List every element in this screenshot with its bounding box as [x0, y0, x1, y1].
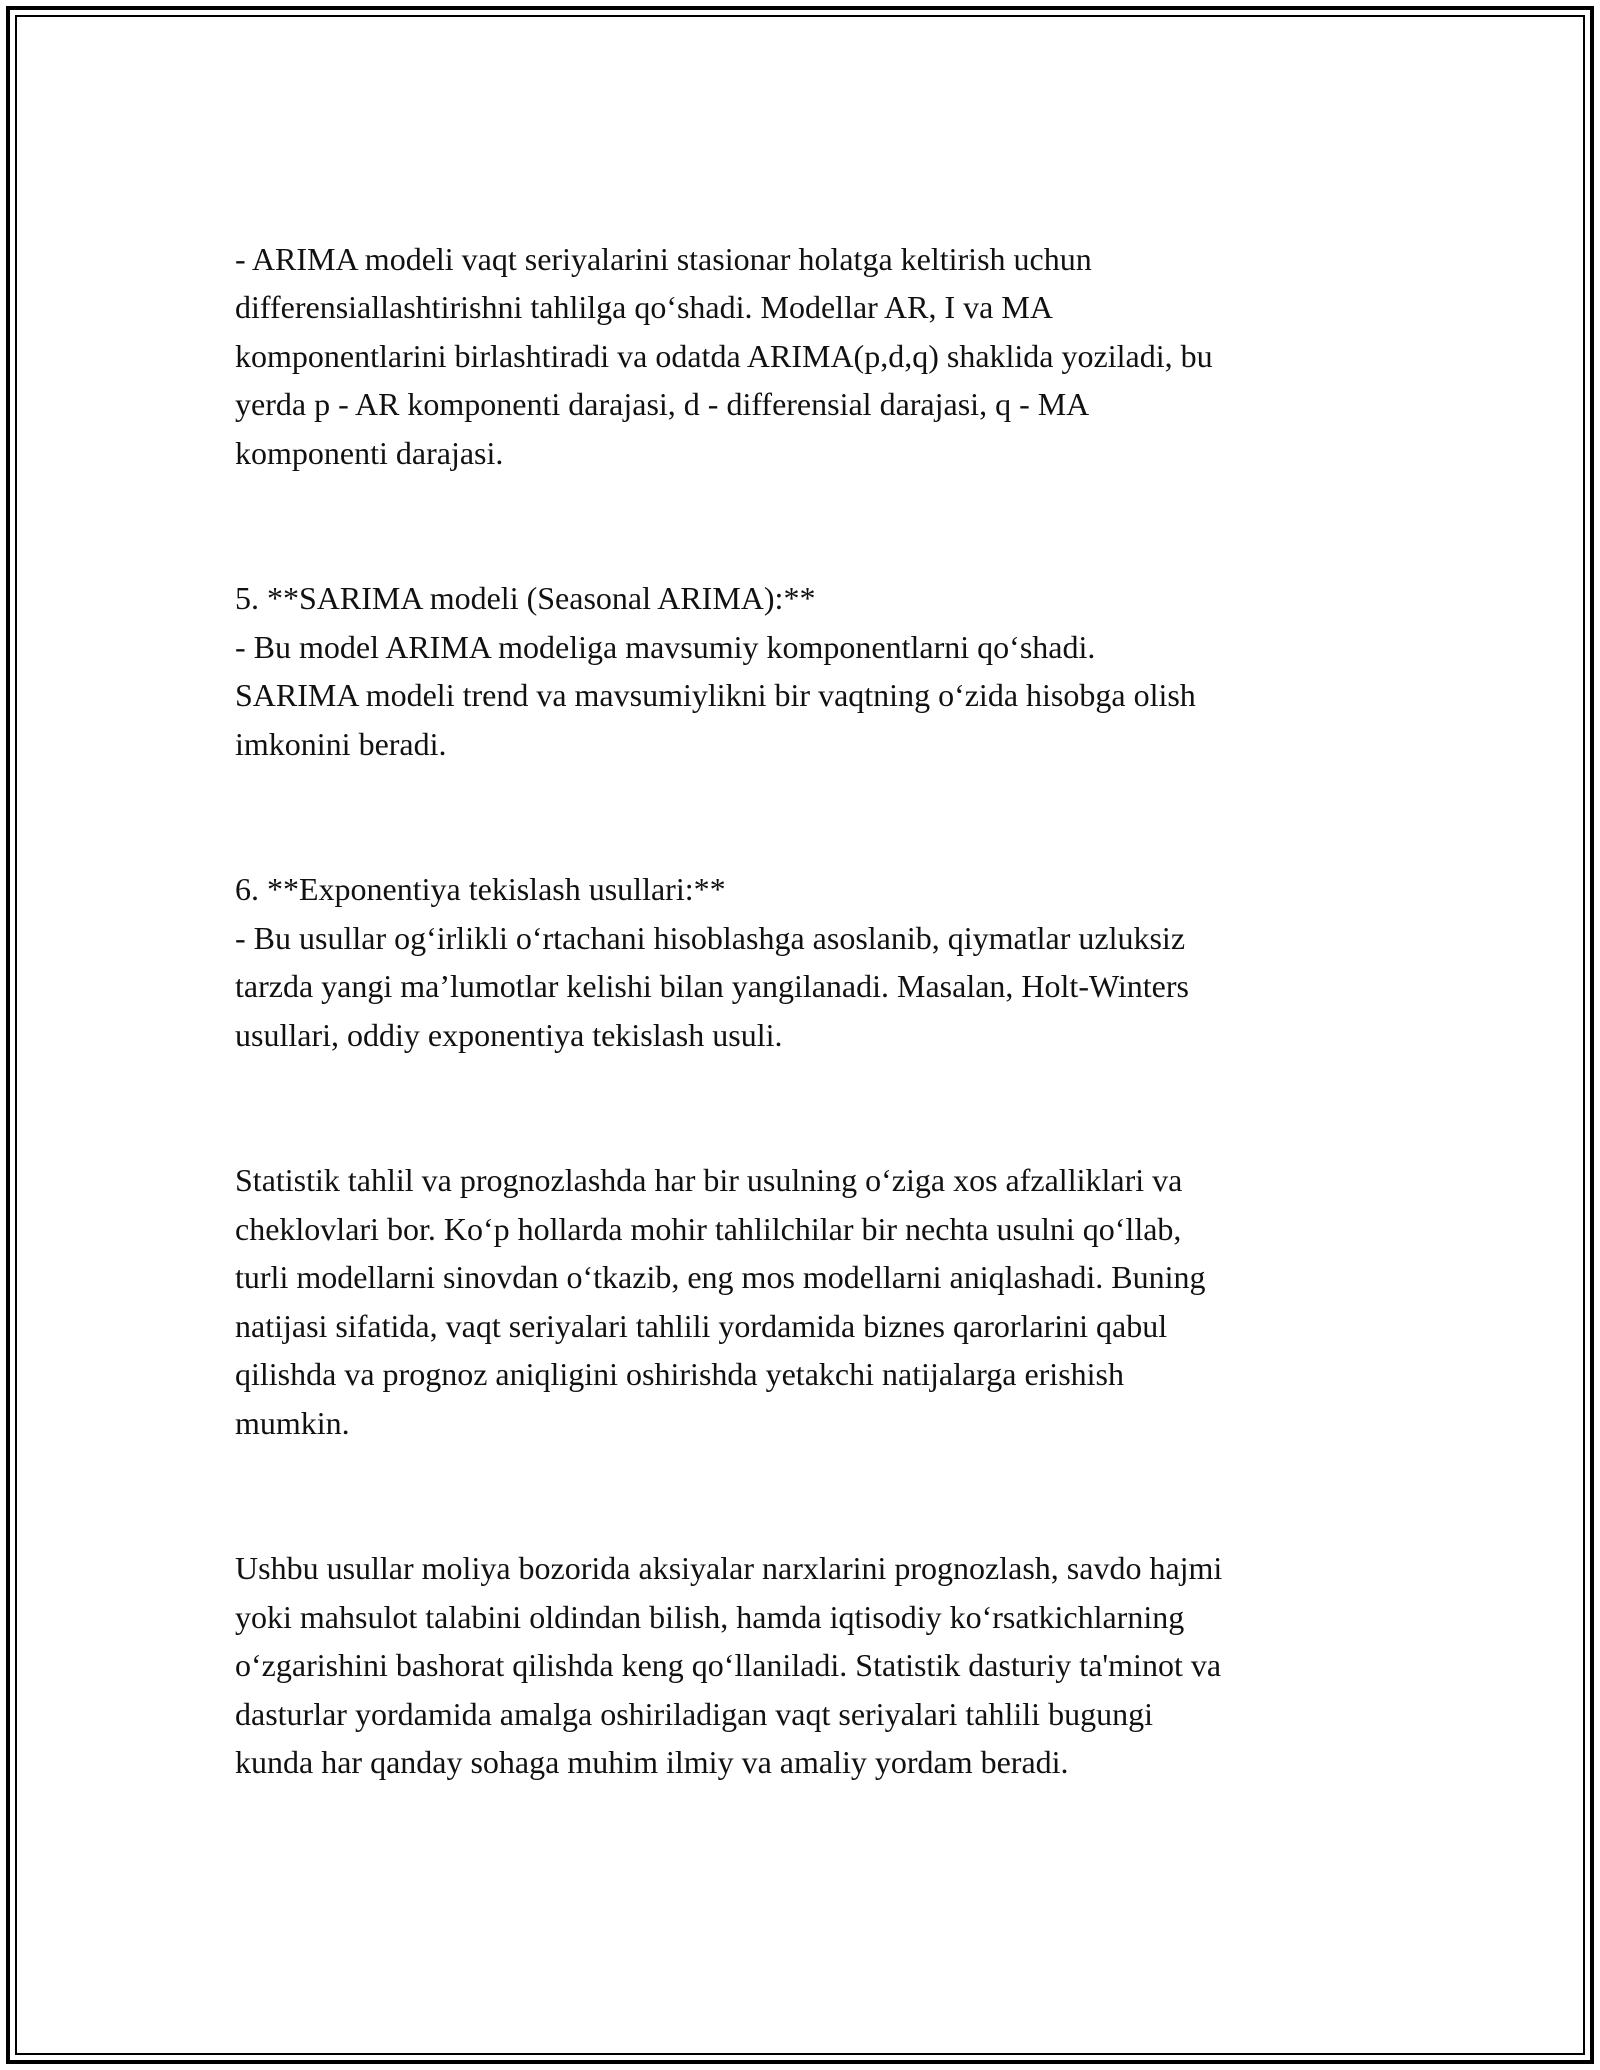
document-body: [235, 186, 1385, 1884]
paragraph-sarima: 5. **SARIMA modeli (Seasonal ARIMA):** - Bu model ARIMA modeliga mavsumiy komponentlarni qo‘shadi. SARIMA modeli trend va mavsumiylikni bir vaqtning o‘zida hisobga olish imkonini beradi.: [235, 580, 1196, 762]
paragraph-arima: - ARIMA modeli vaqt seriyalarini stasionar holatga keltirish uchun differensiallashtirishni tahlilga qo‘shadi. Modellar AR, I va MA komponentlarini birlashtiradi va odatda ARIMA(p,d,q) shaklida yoziladi, bu yerda p - AR komponenti darajasi, d - differensial darajasi, q - MA komponenti darajasi.: [235, 240, 1213, 471]
paragraph-applications: Ushbu usullar moliya bozorida aksiyalar narxlarini prognozlash, savdo hajmi yoki mahsulot talabini oldindan bilish, hamda iqtisodiy ko‘rsatkichlarning o‘zgarishini bashorat qilishda keng qo‘llaniladi. Statistik dasturiy ta'minot va dasturlar yordamida amalga oshiriladigan vaqt seriyalari tahlili bugungi kunda har qanday sohaga muhim ilmiy va amaliy yordam beradi.: [235, 1550, 1223, 1780]
paragraph-exponential-smoothing: 6. **Exponentiya tekislash usullari:** - Bu usullar og‘irlikli o‘rtachani hisoblashga asoslanib, qiymatlar uzluksiz tarzda yangi ma’lumotlar kelishi bilan yangilanadi. Masalan, Holt-Winters usullari, oddiy exponentiya tekislash usuli.: [235, 871, 1189, 1053]
paragraph-statistical-analysis: Statistik tahlil va prognozlashda har bir usulning o‘ziga xos afzalliklari va cheklovlari bor. Ko‘p hollarda mohir tahlilchilar bir nechta usulni qo‘llab, turli modellarni sinovdan o‘tkazib, eng mos modellarni aniqlashadi. Buning natijasi sifatida, vaqt seriyalari tahlili yordamida biznes qarorlarini qabul qilishda va prognoz aniqligini oshirishda yetakchi natijalarga erishish mumkin.: [235, 1162, 1206, 1441]
